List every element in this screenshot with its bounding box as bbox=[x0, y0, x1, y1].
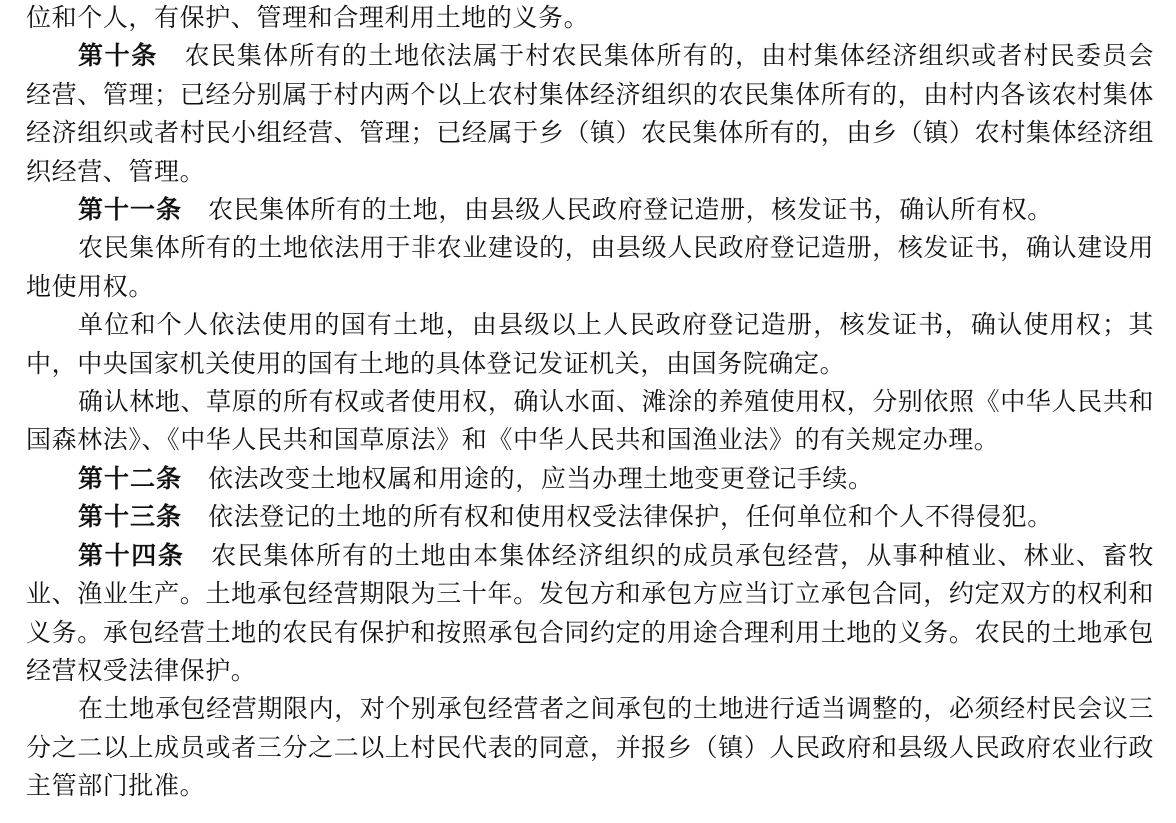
article-number: 第十条 bbox=[78, 41, 158, 71]
article-14-clause-2 bbox=[26, 690, 1154, 805]
paragraph-text: 农民集体所有的土地由本集体经济组织的成员承包经营，从事种植业、林业、畜牧业、渔业生产。土地承包经营期限为三十年。发包方和承包方应当订立承包合同，约定双方的权利和义务。承包经营土地的农民有保护和按照承包合同约定的用途合理利用土地的义务。农民的土地承包经营权受法律保护。 bbox=[26, 540, 1154, 685]
paragraph-text: 确认林地、草原的所有权或者使用权，确认水面、滩涂的养殖使用权，分别依照《中华人民共和国森林法》、《中华人民共和国草原法》和《中华人民共和国渔业法》的有关规定办理。 bbox=[26, 387, 1154, 455]
article-number: 第十一条 bbox=[78, 195, 183, 225]
paragraph-text: 位和个人，有保护、管理和合理利用土地的义务。 bbox=[26, 3, 590, 32]
paragraph-text: 依法改变土地权属和用途的，应当办理土地变更登记手续。 bbox=[208, 463, 874, 493]
paragraph-text: 农民集体所有的土地依法属于村农民集体所有的，由村集体经济组织或者村民委员会经营、管理；已经分别属于村内两个以上农村集体经济组织的农民集体所有的，由村内各该农村集体经济组织或者村民小组经营、管理；已经属于乡（镇）农民集体所有的，由乡（镇）农村集体经济组织经营、管理。 bbox=[26, 41, 1154, 186]
paragraph-text: 在土地承包经营期限内，对个别承包经营者之间承包的土地进行适当调整的，必须经村民会议三分之二以上成员或者三分之二以上村民代表的同意，并报乡（镇）人民政府和县级人民政府农业行政主管部门批准。 bbox=[26, 694, 1154, 801]
article-11-clause-3 bbox=[26, 306, 1154, 383]
document-body bbox=[26, 0, 1154, 806]
paragraph-continuation bbox=[26, 0, 1154, 37]
article-12-paragraph bbox=[26, 460, 1154, 498]
paragraph-text: 单位和个人依法使用的国有土地，由县级以上人民政府登记造册，核发证书，确认使用权；其中，中央国家机关使用的国有土地的具体登记发证机关，由国务院确定。 bbox=[26, 310, 1154, 378]
article-number: 第十三条 bbox=[78, 502, 183, 532]
article-11-clause-2 bbox=[26, 229, 1154, 306]
paragraph-text: 农民集体所有的土地，由县级人民政府登记造册，核发证书，确认所有权。 bbox=[208, 195, 1053, 225]
article-13-paragraph bbox=[26, 498, 1154, 536]
article-number: 第十四条 bbox=[78, 540, 185, 570]
article-11-clause-4 bbox=[26, 383, 1154, 460]
article-11-paragraph bbox=[26, 191, 1154, 229]
paragraph-text: 农民集体所有的土地依法用于非农业建设的，由县级人民政府登记造册，核发证书，确认建设用地使用权。 bbox=[26, 233, 1154, 301]
article-number: 第十二条 bbox=[78, 463, 183, 493]
paragraph-text: 依法登记的土地的所有权和使用权受法律保护，任何单位和个人不得侵犯。 bbox=[208, 502, 1053, 532]
article-14-paragraph bbox=[26, 537, 1154, 691]
article-10-paragraph bbox=[26, 37, 1154, 191]
